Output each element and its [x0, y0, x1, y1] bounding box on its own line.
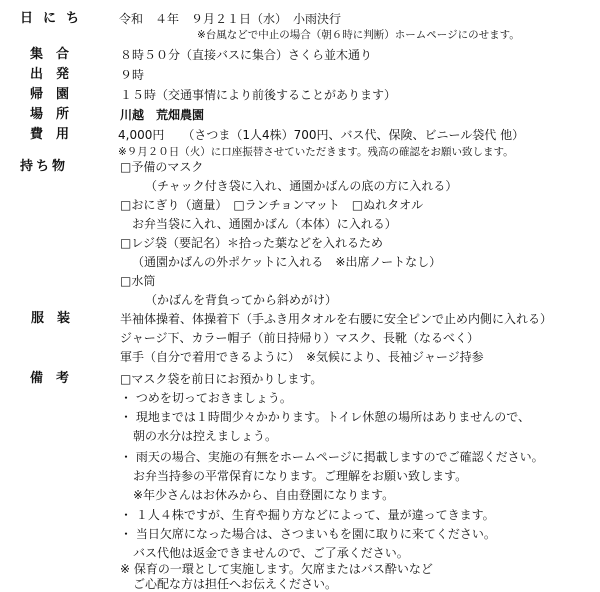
- date-label: 日にち: [20, 11, 90, 26]
- return-label: 帰 園: [30, 87, 70, 102]
- item-bottle: □水筒: [120, 274, 156, 288]
- meet-label: 集 合: [30, 47, 70, 62]
- remark-line: ・ １人４株ですが、生育や掘り方などによって、量が違ってきます。: [120, 508, 495, 522]
- return-value: １５時（交通事情により前後することがあります）: [120, 88, 397, 102]
- item-bag: □レジ袋（要記名）＊拾った葉などを入れるため: [120, 236, 384, 250]
- remark-line: ・ 雨天の場合、実施の有無をホームページに掲載しますのでご確認ください。: [120, 450, 544, 464]
- remark-line: お弁当持参の平常保育になります。ご理解をお願い致します。: [133, 469, 468, 483]
- item-bag-note: （通園かばんの外ポケットに入れる ※出席ノートなし）: [132, 255, 442, 269]
- remark-line: ※年少さんはお休みから、自由登園になります。: [133, 488, 395, 502]
- item-food-note: お弁当袋に入れ、通園かばん（本体）に入れる）: [132, 217, 397, 231]
- meet-value: ８時５０分（直接バスに集合）さくら並木通り: [120, 48, 373, 62]
- cost-note: ※９月２０日（火）に口座振替させていただきます。残高の確認をお願い致します。: [118, 146, 514, 158]
- remark-line: □マスク袋を前日にお預かりします。: [120, 372, 323, 386]
- remark-line: 朝の水分は控えましょう。: [133, 429, 278, 443]
- item-bottle-note: （かばんを背負ってから斜めがけ）: [145, 293, 338, 307]
- depart-value: ９時: [120, 68, 145, 82]
- items-label: 持ち物: [20, 159, 69, 174]
- item-food: □おにぎり（適量） □ランチョンマット □ぬれタオル: [120, 198, 424, 212]
- clothes-label: 服 装: [31, 311, 71, 326]
- clothes-line-1: 半袖体操着、体操着下（手ふき用タオルを右腰に安全ピンで止め内側に入れる）: [120, 312, 553, 326]
- place-label: 場 所: [30, 107, 70, 122]
- remark-line: バス代他は返金できませんので、ご了承ください。: [133, 546, 409, 560]
- depart-label: 出 発: [30, 67, 70, 82]
- clothes-line-2: ジャージ下、カラー帽子（前日持帰り）マスク、長靴（なるべく）: [120, 331, 480, 345]
- cost-label: 費 用: [30, 127, 70, 142]
- remark-line: ・ 当日欠席になった場合は、さつまいもを園に取りに来てください。: [120, 527, 496, 541]
- remark-line: ・ 現地までは１時間少々かかります。トイレ休憩の場所はありませんので、: [120, 410, 531, 424]
- remark-line: ご心配な方は担任へお伝えください。: [133, 577, 338, 591]
- remark-line: ・ つめを切っておきましょう。: [120, 391, 292, 405]
- clothes-line-3: 軍手（自分で着用できるように） ※気候により、長袖ジャージ持参: [120, 350, 484, 364]
- cost-value: 4,000円 （さつま（1人4株）700円、バス代、保険、ビニール袋代 他）: [118, 128, 525, 142]
- item-mask-note: （チャック付き袋に入れ、通園かばんの底の方に入れる）: [145, 179, 458, 193]
- remark-line: ※ 保育の一環として実施します。欠席またはバス酔いなど: [120, 562, 433, 576]
- date-value: 令和 ４年 ９月２１日（水） 小雨決行: [119, 12, 342, 26]
- date-note: ※台風などで中止の場合（朝６時に判断）ホームページにのせます。: [197, 29, 520, 41]
- item-mask: □予備のマスク: [120, 160, 204, 174]
- place-value: 川越 荒畑農園: [120, 108, 205, 122]
- remarks-label: 備 考: [30, 371, 70, 386]
